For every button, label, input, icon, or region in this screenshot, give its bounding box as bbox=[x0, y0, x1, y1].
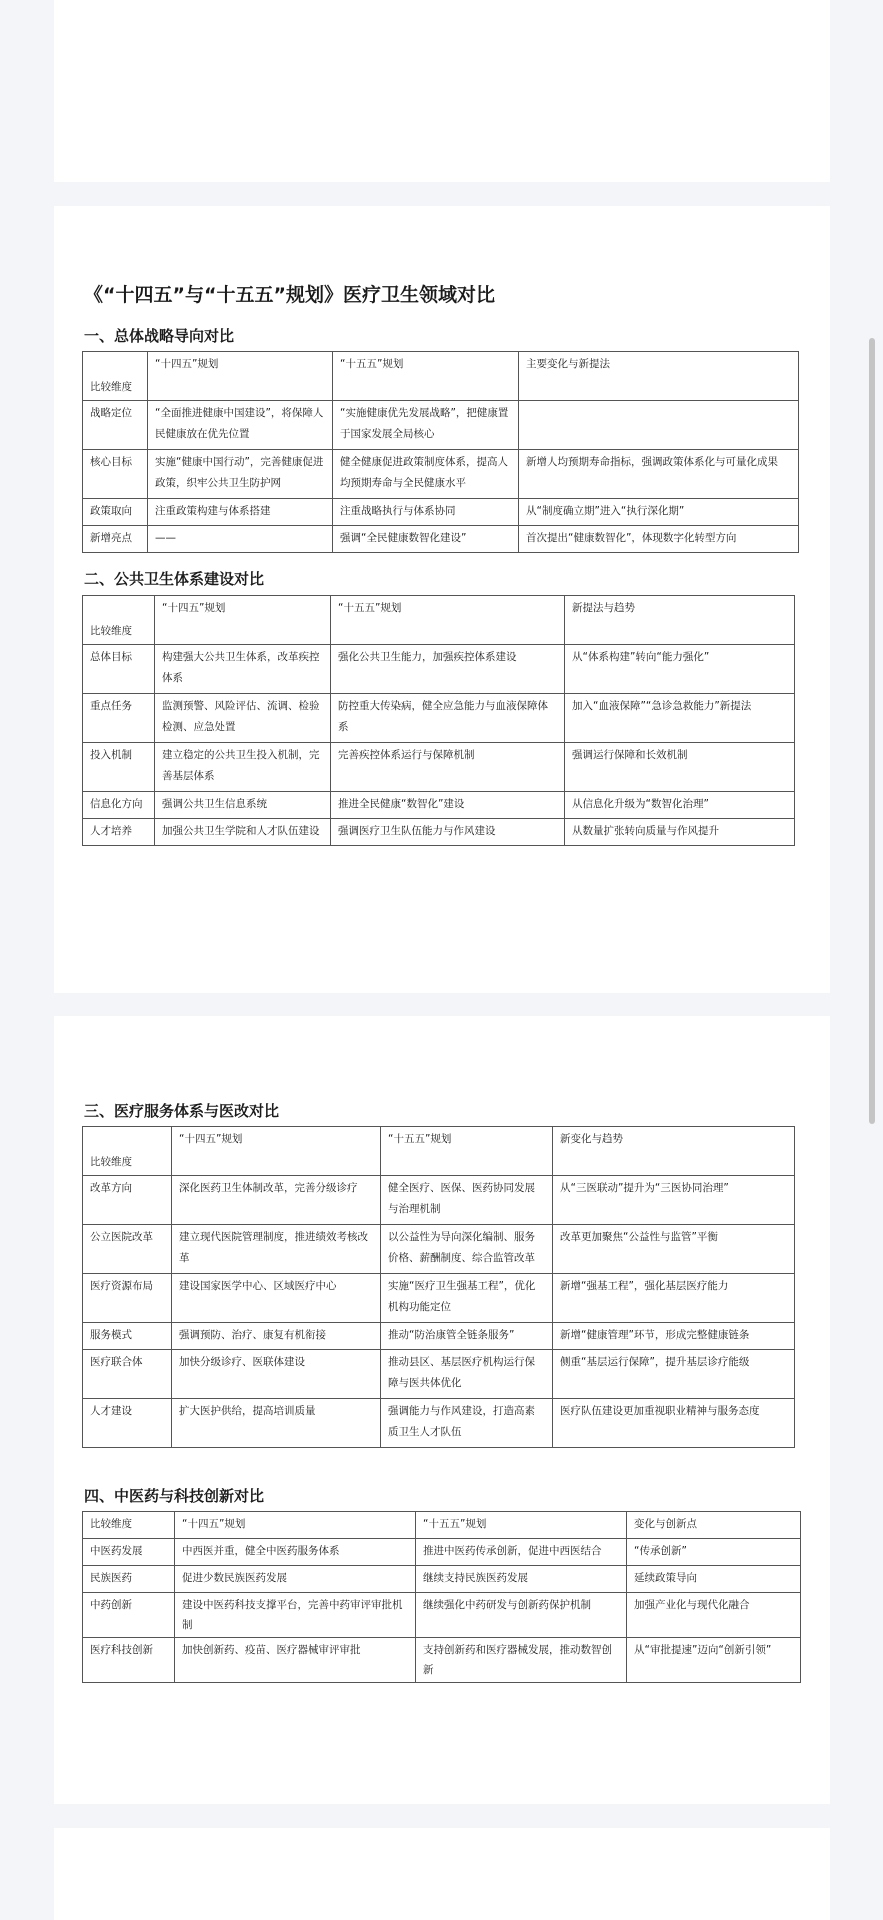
table-cell: 推动县区、基层医疗机构运行保障与医共体优化 bbox=[381, 1350, 553, 1399]
table-cell: 新增“健康管理”环节，形成完整健康链条 bbox=[553, 1323, 795, 1350]
table-row bbox=[83, 1566, 801, 1593]
table-cell: 构建强大公共卫生体系，改革疾控体系 bbox=[155, 645, 331, 694]
header-cell: 比较维度 bbox=[83, 596, 155, 645]
table-row bbox=[83, 401, 799, 450]
header-cell: “十五五”规划 bbox=[416, 1512, 627, 1539]
table-cell: 民族医药 bbox=[83, 1566, 175, 1593]
table-row bbox=[83, 1225, 795, 1274]
header-cell: 主要变化与新提法 bbox=[519, 352, 799, 401]
document-page-4 bbox=[54, 1828, 830, 1920]
header-cell: 比较维度 bbox=[83, 1512, 175, 1539]
table-cell: 扩大医护供给，提高培训质量 bbox=[172, 1399, 381, 1448]
header-cell: “十四五”规划 bbox=[172, 1127, 381, 1176]
table-cell: 建立现代医院管理制度，推进绩效考核改革 bbox=[172, 1225, 381, 1274]
table-cell: 防控重大传染病，健全应急能力与血液保障体系 bbox=[331, 694, 565, 743]
table-cell: 从信息化升级为“数智化治理” bbox=[565, 792, 795, 819]
table-row bbox=[83, 645, 795, 694]
table-cell: 改革方向 bbox=[83, 1176, 172, 1225]
table-cell: 重点任务 bbox=[83, 694, 155, 743]
table-cell: 投入机制 bbox=[83, 743, 155, 792]
table-row bbox=[83, 1323, 795, 1350]
table-cell: 强调医疗卫生队伍能力与作风建设 bbox=[331, 819, 565, 846]
table-cell: —— bbox=[148, 526, 333, 553]
document-page-2 bbox=[54, 206, 830, 993]
table-row bbox=[83, 450, 799, 499]
table-cell: 加入“血液保障”“急诊急救能力”新提法 bbox=[565, 694, 795, 743]
table-row bbox=[83, 499, 799, 526]
table-cell: 从“三医联动”提升为“三医协同治理” bbox=[553, 1176, 795, 1225]
header-cell: 比较维度 bbox=[83, 1127, 172, 1176]
comparison-table-4 bbox=[82, 1511, 801, 1683]
header-cell: 比较维度 bbox=[83, 352, 148, 401]
table-cell: 强化公共卫生能力，加强疾控体系建设 bbox=[331, 645, 565, 694]
table-cell: 中西医并重，健全中医药服务体系 bbox=[175, 1539, 416, 1566]
table-row bbox=[83, 1350, 795, 1399]
table-cell: 公立医院改革 bbox=[83, 1225, 172, 1274]
table-header-row bbox=[83, 1512, 801, 1539]
header-cell: 新提法与趋势 bbox=[565, 596, 795, 645]
table-cell: 战略定位 bbox=[83, 401, 148, 450]
table-cell: 实施“健康中国行动”，完善健康促进政策，织牢公共卫生防护网 bbox=[148, 450, 333, 499]
table-cell bbox=[519, 401, 799, 450]
comparison-table-3 bbox=[82, 1126, 795, 1448]
table-cell: 推动“防治康管全链条服务” bbox=[381, 1323, 553, 1350]
section-title-3: 三、医疗服务体系与医改对比 bbox=[84, 1102, 280, 1120]
table-cell: “传承创新” bbox=[627, 1539, 801, 1566]
document-title: 《“十四五”与“十五五”规划》医疗卫生领域对比 bbox=[84, 284, 495, 306]
table-cell: 推进中医药传承创新，促进中西医结合 bbox=[416, 1539, 627, 1566]
section-title-1: 一、总体战略导向对比 bbox=[84, 327, 235, 345]
table-cell: 医疗联合体 bbox=[83, 1350, 172, 1399]
table-cell: 中药创新 bbox=[83, 1593, 175, 1638]
table-cell: 医疗资源布局 bbox=[83, 1274, 172, 1323]
comparison-table-1 bbox=[82, 351, 799, 553]
table-cell: 注重政策构建与体系搭建 bbox=[148, 499, 333, 526]
table-cell: 推进全民健康“数智化”建设 bbox=[331, 792, 565, 819]
table-header-row bbox=[83, 596, 795, 645]
table-cell: 从“体系构建”转向“能力强化” bbox=[565, 645, 795, 694]
table-cell: 建立稳定的公共卫生投入机制，完善基层体系 bbox=[155, 743, 331, 792]
table-cell: 监测预警、风险评估、流调、检验检测、应急处置 bbox=[155, 694, 331, 743]
table-row bbox=[83, 1638, 801, 1683]
table-cell: 深化医药卫生体制改革，完善分级诊疗 bbox=[172, 1176, 381, 1225]
table-cell: 实施“医疗卫生强基工程”，优化机构功能定位 bbox=[381, 1274, 553, 1323]
section-title-2: 二、公共卫生体系建设对比 bbox=[84, 570, 265, 588]
table-cell: 信息化方向 bbox=[83, 792, 155, 819]
document-page-3 bbox=[54, 1016, 830, 1804]
comparison-table-2 bbox=[82, 595, 795, 846]
table-cell: 新增亮点 bbox=[83, 526, 148, 553]
header-cell: “十四五”规划 bbox=[175, 1512, 416, 1539]
table-cell: 促进少数民族医药发展 bbox=[175, 1566, 416, 1593]
header-cell: 新变化与趋势 bbox=[553, 1127, 795, 1176]
table-cell: 新增人均预期寿命指标，强调政策体系化与可量化成果 bbox=[519, 450, 799, 499]
table-row bbox=[83, 819, 795, 846]
table-row bbox=[83, 1593, 801, 1638]
table-cell: 以公益性为导向深化编制、服务价格、薪酬制度、综合监管改革 bbox=[381, 1225, 553, 1274]
table-cell: 核心目标 bbox=[83, 450, 148, 499]
table-cell: “全面推进健康中国建设”，将保障人民健康放在优先位置 bbox=[148, 401, 333, 450]
table-cell: 总体目标 bbox=[83, 645, 155, 694]
table-cell: “实施健康优先发展战略”，把健康置于国家发展全局核心 bbox=[333, 401, 519, 450]
table-row bbox=[83, 1176, 795, 1225]
table-cell: 服务模式 bbox=[83, 1323, 172, 1350]
table-cell: 健全医疗、医保、医药协同发展与治理机制 bbox=[381, 1176, 553, 1225]
table-cell: 延续政策导向 bbox=[627, 1566, 801, 1593]
table-cell: 从“审批提速”迈向“创新引领” bbox=[627, 1638, 801, 1683]
table-cell: 继续支持民族医药发展 bbox=[416, 1566, 627, 1593]
table-cell: 强调运行保障和长效机制 bbox=[565, 743, 795, 792]
section-title-4: 四、中医药与科技创新对比 bbox=[84, 1487, 265, 1505]
table-row bbox=[83, 1539, 801, 1566]
table-cell: 首次提出“健康数智化”，体现数字化转型方向 bbox=[519, 526, 799, 553]
table-cell: 建设国家医学中心、区域医疗中心 bbox=[172, 1274, 381, 1323]
table-header-row bbox=[83, 1127, 795, 1176]
table-cell: 医疗队伍建设更加重视职业精神与服务态度 bbox=[553, 1399, 795, 1448]
table-cell: 健全健康促进政策制度体系，提高人均预期寿命与全民健康水平 bbox=[333, 450, 519, 499]
table-cell: 改革更加聚焦“公益性与监管”平衡 bbox=[553, 1225, 795, 1274]
table-cell: 加快创新药、疫苗、医疗器械审评审批 bbox=[175, 1638, 416, 1683]
table-cell: 强调公共卫生信息系统 bbox=[155, 792, 331, 819]
header-cell: “十五五”规划 bbox=[381, 1127, 553, 1176]
table-cell: 注重战略执行与体系协同 bbox=[333, 499, 519, 526]
table-row bbox=[83, 792, 795, 819]
table-cell: 政策取向 bbox=[83, 499, 148, 526]
table-row bbox=[83, 694, 795, 743]
header-cell: “十四五”规划 bbox=[148, 352, 333, 401]
table-cell: 中医药发展 bbox=[83, 1539, 175, 1566]
table-cell: 新增“强基工程”，强化基层医疗能力 bbox=[553, 1274, 795, 1323]
table-cell: 人才建设 bbox=[83, 1399, 172, 1448]
table-cell: 加快分级诊疗、医联体建设 bbox=[172, 1350, 381, 1399]
header-cell: “十四五”规划 bbox=[155, 596, 331, 645]
vertical-scrollbar-thumb[interactable] bbox=[869, 338, 875, 1124]
table-cell: 建设中医药科技支撑平台，完善中药审评审批机制 bbox=[175, 1593, 416, 1638]
table-cell: 侧重“基层运行保障”，提升基层诊疗能级 bbox=[553, 1350, 795, 1399]
header-cell: “十五五”规划 bbox=[333, 352, 519, 401]
table-cell: 从数量扩张转向质量与作风提升 bbox=[565, 819, 795, 846]
table-cell: 继续强化中药研发与创新药保护机制 bbox=[416, 1593, 627, 1638]
table-cell: 强调能力与作风建设，打造高素质卫生人才队伍 bbox=[381, 1399, 553, 1448]
table-cell: 从“制度确立期”进入“执行深化期” bbox=[519, 499, 799, 526]
table-cell: 人才培养 bbox=[83, 819, 155, 846]
table-cell: 支持创新药和医疗器械发展，推动数智创新 bbox=[416, 1638, 627, 1683]
table-row bbox=[83, 526, 799, 553]
document-page-1 bbox=[54, 0, 830, 182]
table-row bbox=[83, 1399, 795, 1448]
table-cell: 加强产业化与现代化融合 bbox=[627, 1593, 801, 1638]
table-cell: 强调“全民健康数智化建设” bbox=[333, 526, 519, 553]
table-header-row bbox=[83, 352, 799, 401]
header-cell: 变化与创新点 bbox=[627, 1512, 801, 1539]
table-row bbox=[83, 1274, 795, 1323]
table-cell: 医疗科技创新 bbox=[83, 1638, 175, 1683]
table-cell: 强调预防、治疗、康复有机衔接 bbox=[172, 1323, 381, 1350]
header-cell: “十五五”规划 bbox=[331, 596, 565, 645]
table-row bbox=[83, 743, 795, 792]
table-cell: 加强公共卫生学院和人才队伍建设 bbox=[155, 819, 331, 846]
table-cell: 完善疾控体系运行与保障机制 bbox=[331, 743, 565, 792]
